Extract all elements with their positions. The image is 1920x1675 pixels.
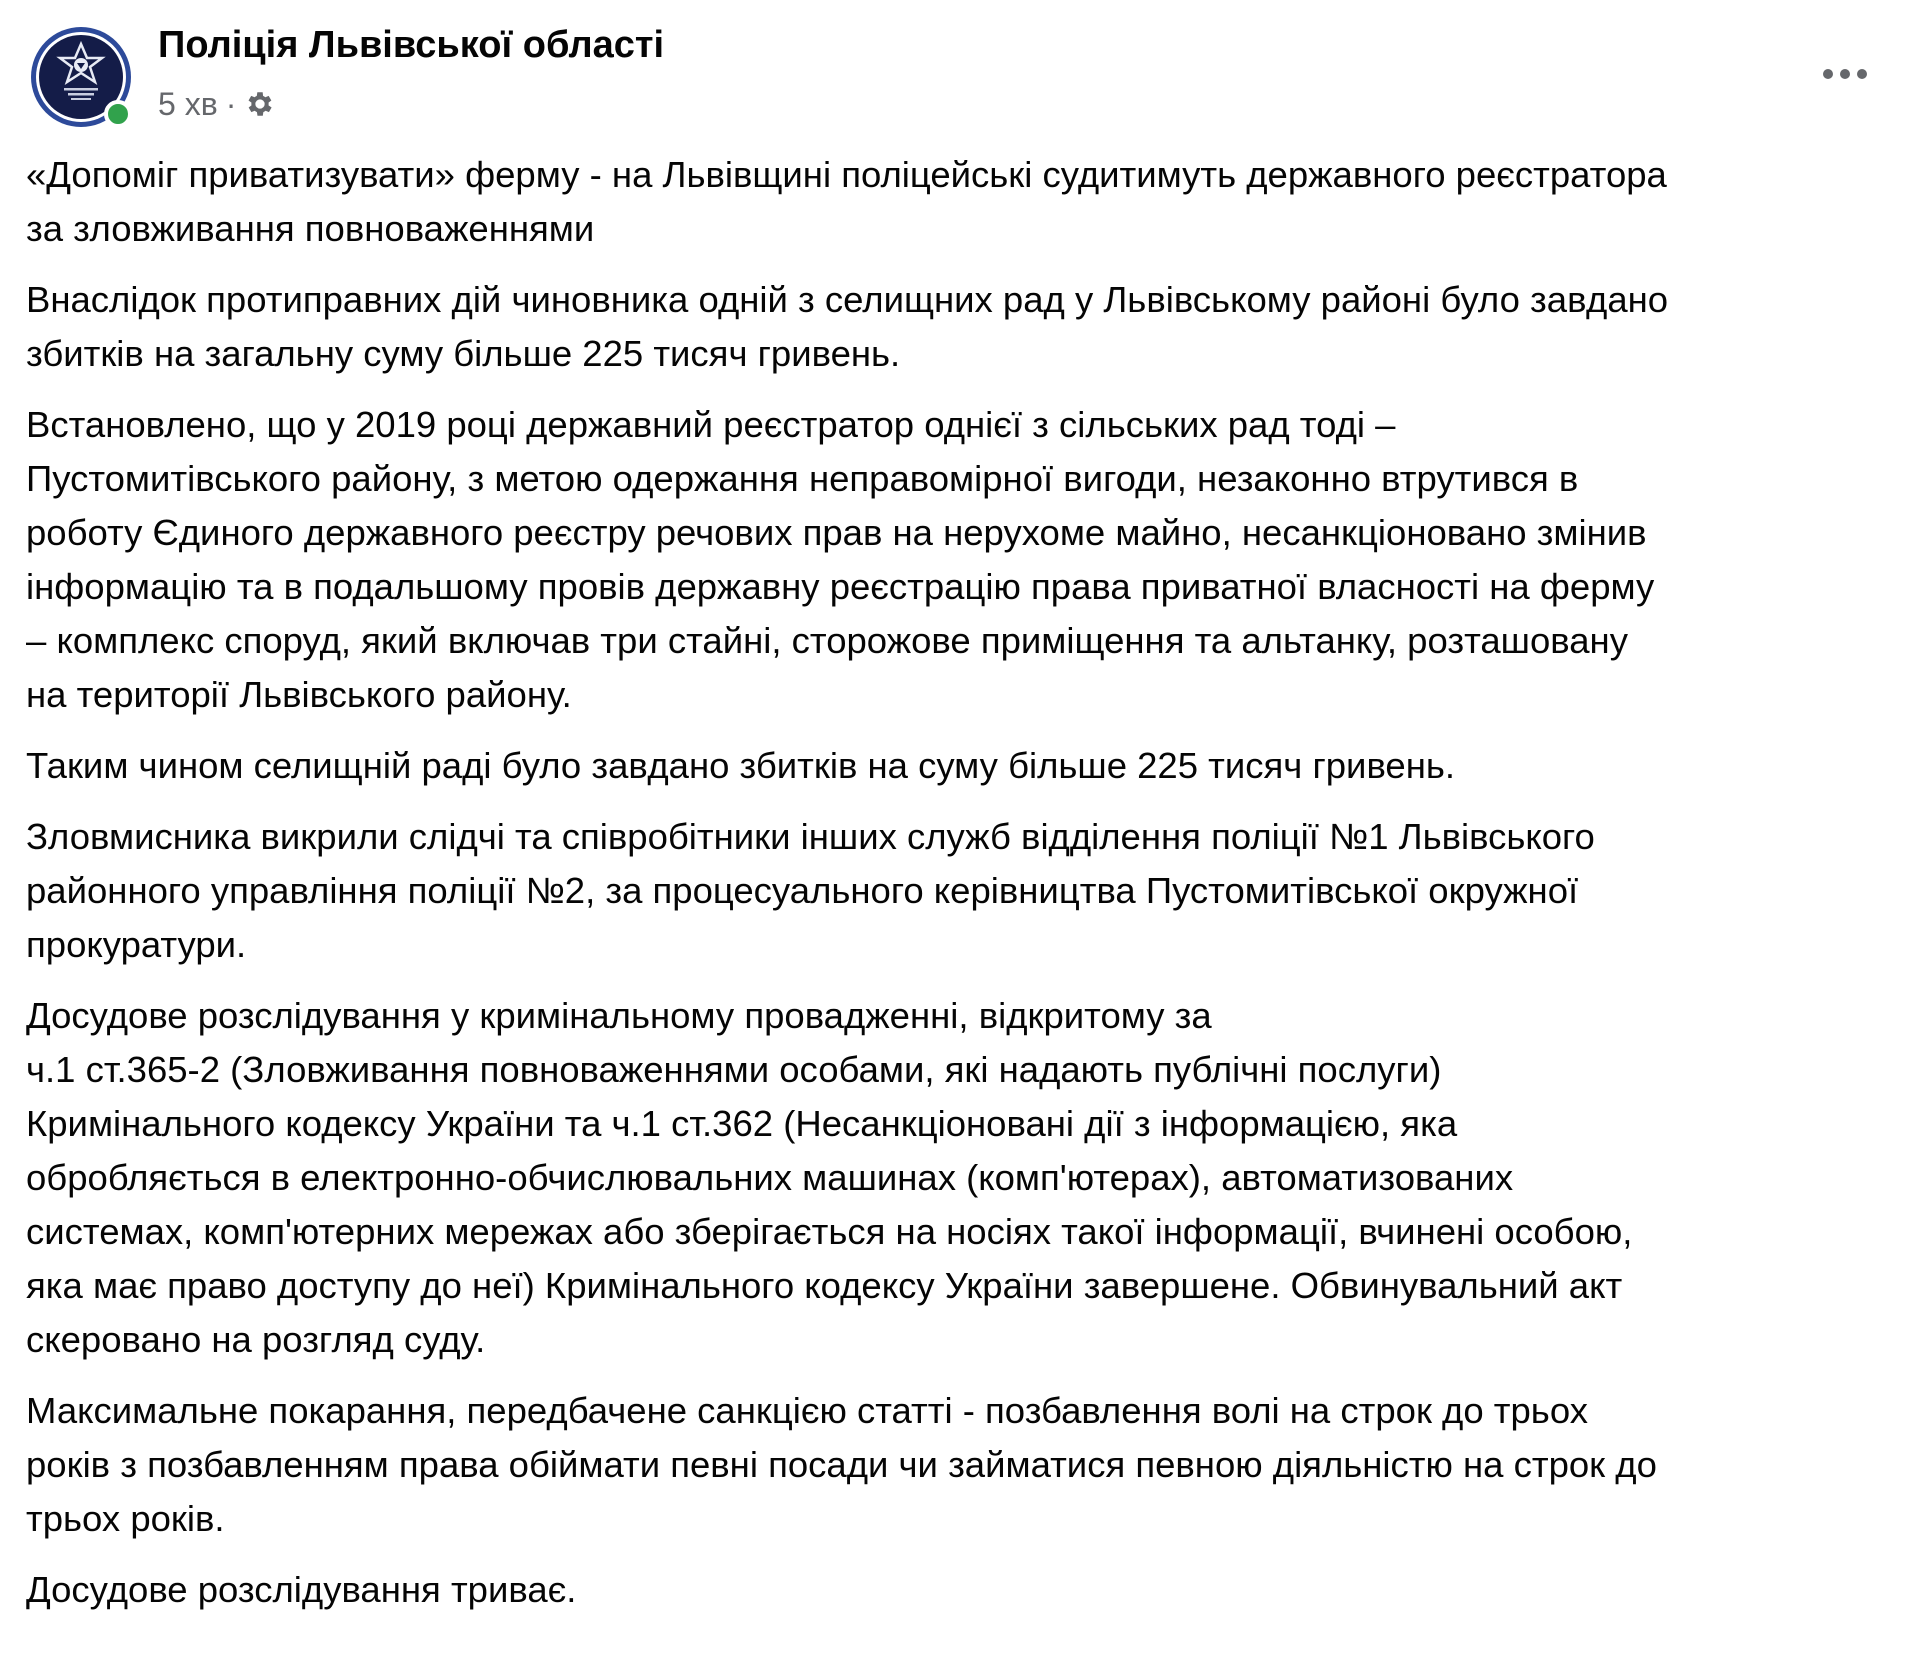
post-paragraph: Зловмисника викрили слідчі та співробітники інших служб відділення поліції №1 Львівського районного управління поліції №2, за процесуального керівництва Пустомитівської окружної прокуратури. xyxy=(26,816,1595,965)
post-paragraph: Встановлено, що у 2019 році державний реєстратор однієї з сільських рад тоді – Пустомитівського району, з метою одержання неправомірної вигоди, незаконно втрутився в роботу Єдиного державного реєстру речових прав на нерухоме майно, несанкціоновано змінив інформацію та в подальшому провів державну реєстрацію права приватної власності на ферму – комплекс споруд, який включав три стайні, сторожове приміщення та альтанку, розташовану на території Львівського району. xyxy=(26,404,1655,715)
gear-icon[interactable] xyxy=(242,86,278,122)
page-name-link[interactable]: Поліція Львівської області xyxy=(158,24,665,66)
post-paragraph: Досудове розслідування у кримінальному провадженні, відкритому за ч.1 ст.365-2 (Зловживання повноваженнями особами, які надають публічні послуги) Кримінального кодексу України та ч.1 ст.362 (Несанкціоновані дії з інформацією, яка обробляється в електронно-обчислювальних машинах (комп'ютерах), автоматизованих системах, комп'ютерних мережах або зберігається на носіях такої інформації, вчинені особою, яка має право доступу до неї) Кримінального кодексу України завершене. Обвинувальний акт скеровано на розгляд суду. xyxy=(26,995,1633,1360)
more-options-icon xyxy=(1821,67,1869,81)
more-options-button[interactable] xyxy=(1810,48,1880,100)
post-timestamp[interactable]: 5 хв xyxy=(158,85,218,122)
post-text xyxy=(26,148,1906,1634)
post-header xyxy=(0,0,1920,140)
post-paragraph: Максимальне покарання, передбачене санкцією статті - позбавлення волі на строк до трьох років з позбавленням права обіймати певні посади чи займатися певною діяльністю на строк до трьох років. xyxy=(26,1390,1657,1539)
online-status-indicator xyxy=(104,100,132,128)
post-paragraph: Таким чином селищній раді було завдано збитків на суму більше 225 тисяч гривень. xyxy=(26,745,1456,786)
page-avatar[interactable] xyxy=(26,22,136,132)
post-meta xyxy=(158,82,278,126)
post-paragraph: Внаслідок протиправних дій чиновника одній з селищних рад у Львівському районі було завдано збитків на загальну суму більше 225 тисяч гривень. xyxy=(26,279,1669,374)
post-paragraph: Досудове розслідування триває. xyxy=(26,1569,577,1610)
meta-separator: · xyxy=(225,85,237,122)
post-paragraph-headline: «Допоміг приватизувати» ферму - на Львівщині поліцейські судитимуть державного реєстратора за зловживання повноваженнями xyxy=(26,154,1667,249)
